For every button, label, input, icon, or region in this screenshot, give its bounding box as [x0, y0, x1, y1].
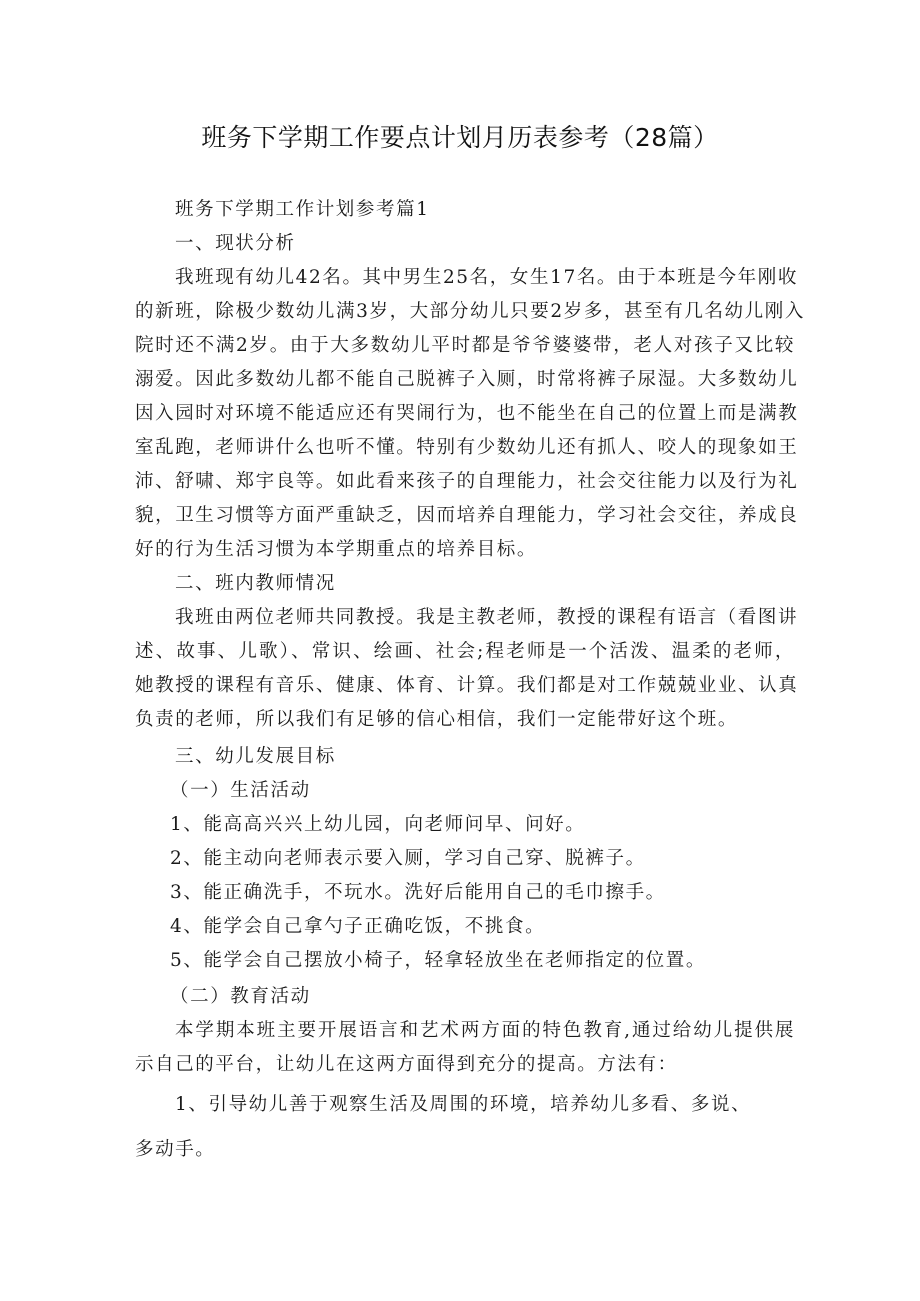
paragraph-line: 貌，卫生习惯等方面严重缺乏，因而培养自理能力，学习社会交往，养成良: [135, 505, 799, 526]
document-title: 班务下学期工作要点计划月历表参考（28篇）: [201, 123, 719, 152]
paragraph-line: 的新班，除极少数幼儿满3岁，大部分幼儿只要2岁多，甚至有几名幼儿刚入: [135, 301, 805, 322]
paragraph-line: 院时还不满2岁。由于大多数幼儿平时都是爷爷婆婆带，老人对孩子又比较: [135, 335, 795, 356]
list-item: 1、能高高兴兴上幼儿园，向老师问早、问好。: [170, 814, 586, 835]
list-item: 4、能学会自己拿勺子正确吃饭，不挑食。: [170, 916, 546, 937]
paragraph-line: 室乱跑，老师讲什么也听不懂。特别有少数幼儿还有抓人、咬人的现象如王: [135, 437, 799, 458]
list-item: 1、引导幼儿善于观察生活及周围的环境，培养幼儿多看、多说、: [175, 1094, 752, 1115]
section-heading-status: 一、现状分析: [175, 233, 296, 254]
list-item-continuation: 多动手。: [135, 1139, 216, 1160]
list-item: 3、能正确洗手，不玩水。洗好后能用自己的毛巾擦手。: [170, 882, 666, 903]
section-heading-teachers: 二、班内教师情况: [175, 573, 336, 594]
subsection-heading-education: （二）教育活动: [170, 986, 311, 1007]
paragraph-line: 述、故事、儿歌）、常识、绘画、社会;程老师是一个活泼、温柔的老师，: [135, 641, 795, 662]
paragraph-line: 我班由两位老师共同教授。我是主教老师，教授的课程有语言（看图讲: [175, 607, 799, 628]
list-item: 5、能学会自己摆放小椅子，轻拿轻放坐在老师指定的位置。: [170, 950, 706, 971]
list-item: 2、能主动向老师表示要入厕，学习自己穿、脱裤子。: [170, 848, 646, 869]
section-heading-goals: 三、幼儿发展目标: [175, 746, 336, 767]
paragraph-line: 溺爱。因此多数幼儿都不能自己脱裤子入厕，时常将裤子尿湿。大多数幼儿: [135, 369, 799, 390]
paragraph-line: 本学期本班主要开展语言和艺术两方面的特色教育,通过给幼儿提供展: [175, 1020, 795, 1041]
paragraph-line: 示自己的平台，让幼儿在这两方面得到充分的提高。方法有：: [135, 1054, 678, 1075]
paragraph-line: 因入园时对环境不能适应还有哭闹行为，也不能坐在自己的位置上而是满教: [135, 403, 799, 424]
article-heading: 班务下学期工作计划参考篇1: [175, 199, 430, 220]
subsection-heading-daily-life: （一）生活活动: [170, 780, 311, 801]
paragraph-line: 好的行为生活习惯为本学期重点的培养目标。: [135, 539, 538, 560]
paragraph-line: 我班现有幼儿42名。其中男生25名，女生17名。由于本班是今年刚收: [175, 267, 798, 288]
paragraph-line: 她教授的课程有音乐、健康、体育、计算。我们都是对工作兢兢业业、认真: [135, 675, 799, 696]
paragraph-line: 负责的老师，所以我们有足够的信心相信，我们一定能带好这个班。: [135, 709, 739, 730]
paragraph-line: 沛、舒啸、郑宇良等。如此看来孩子的自理能力，社会交往能力以及行为礼: [135, 471, 799, 492]
